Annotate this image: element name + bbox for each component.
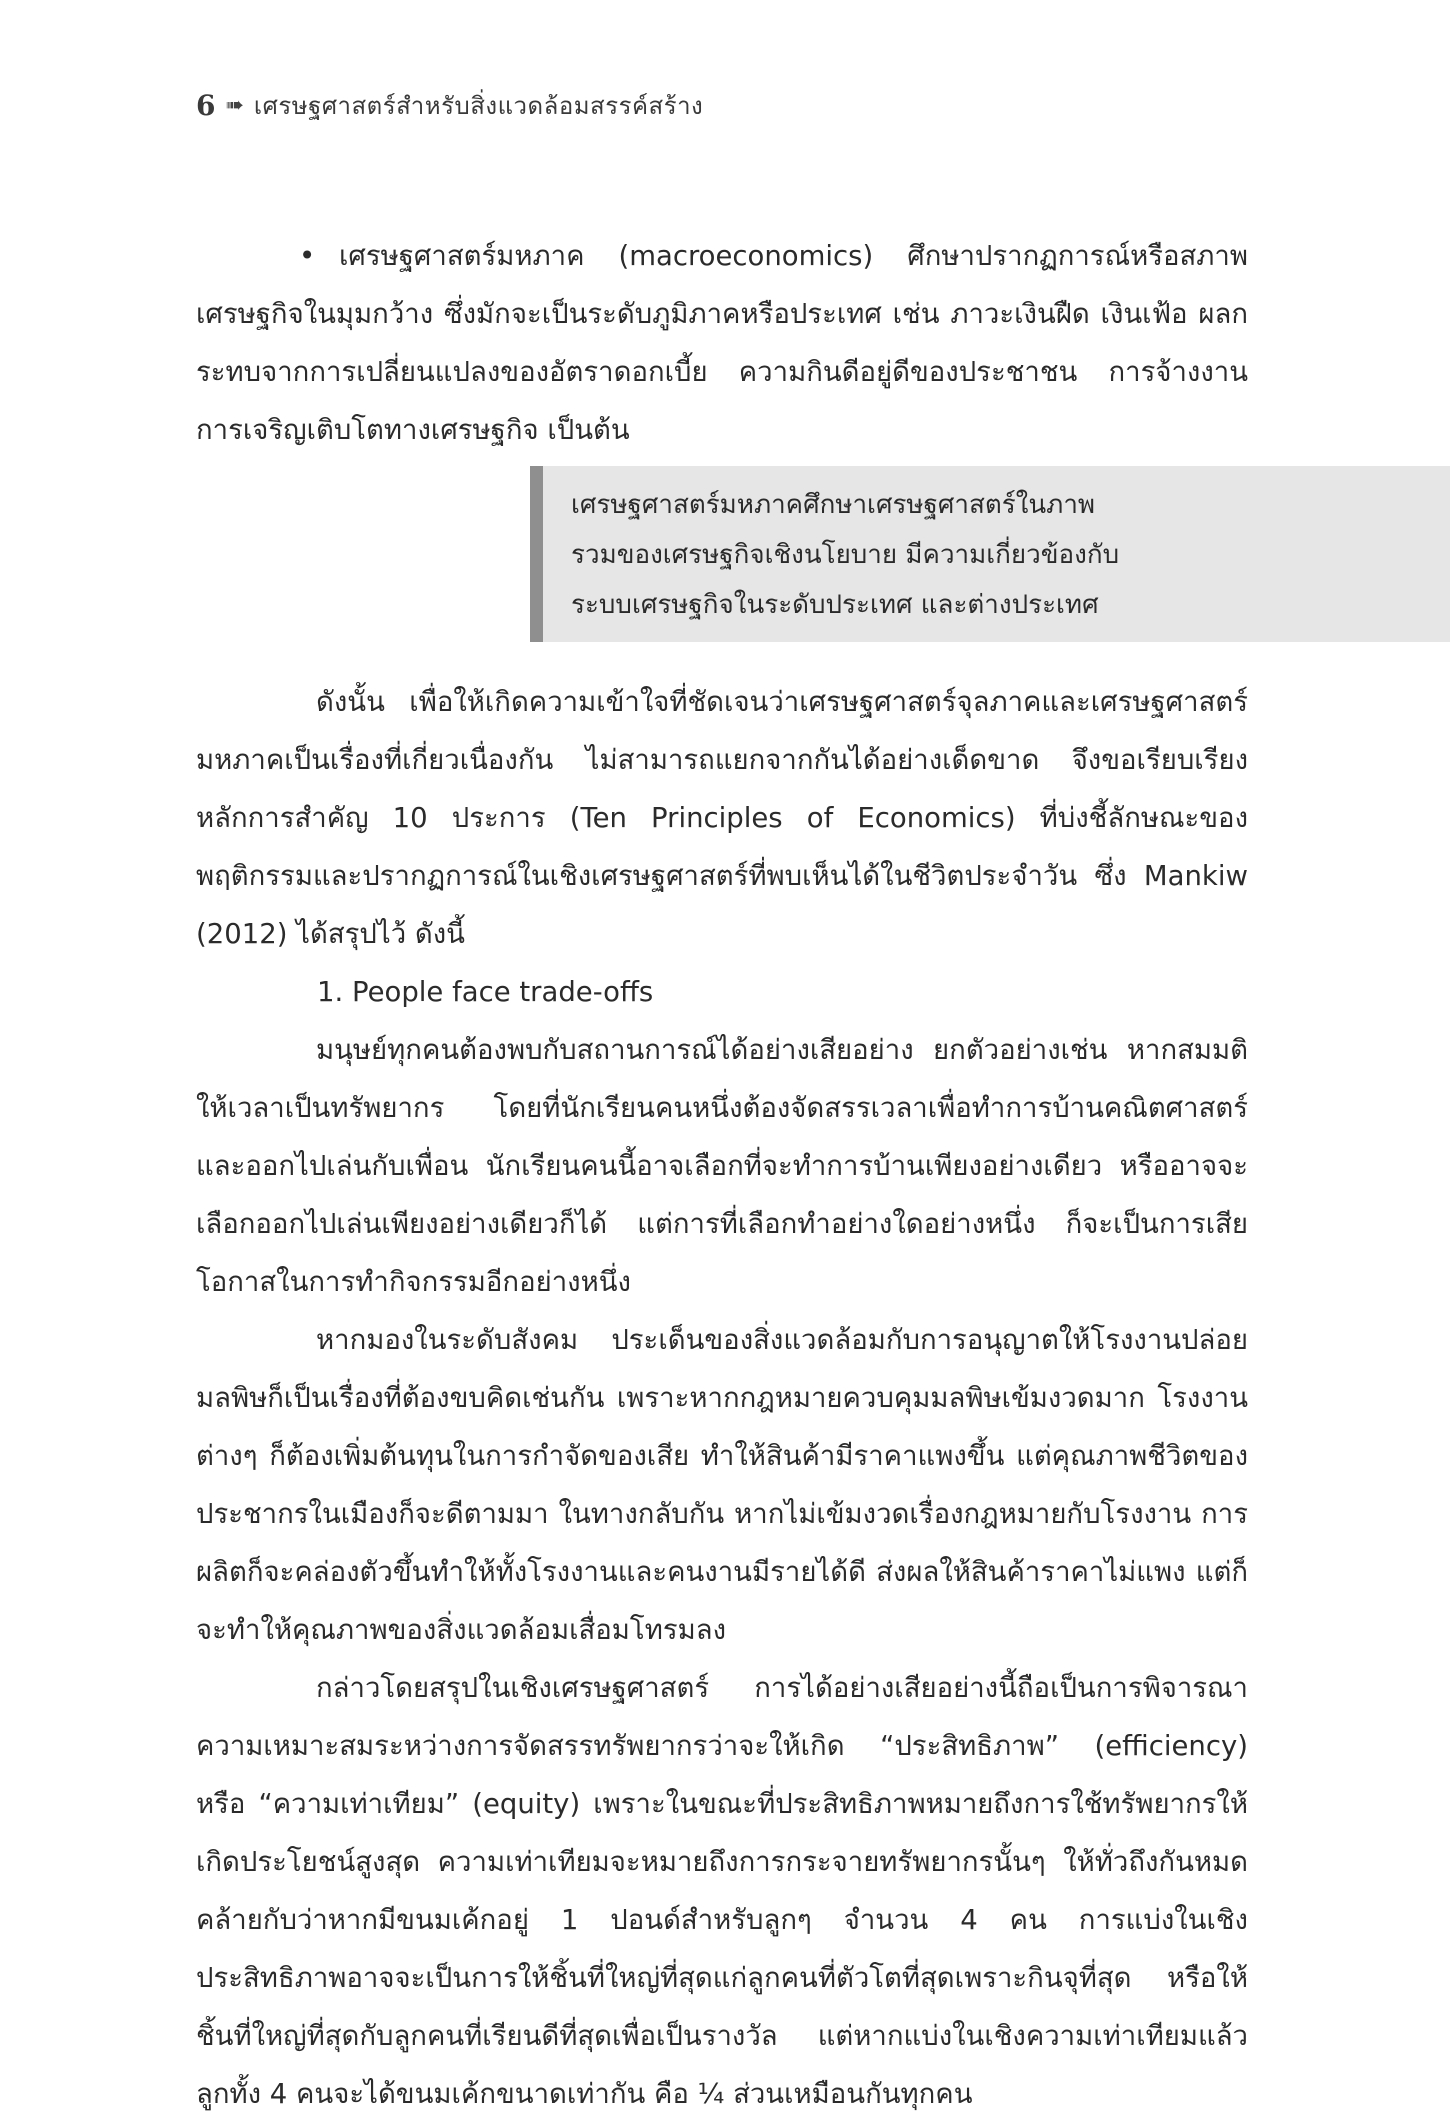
paragraph-efficiency-equity: กล่าวโดยสรุปในเชิงเศรษฐศาสตร์ การได้อย่างเสียอย่างนี้ถือเป็นการพิจารณาความเหมาะสมระหว่างการจัดสรรทรัพยากรว่าจะให้เกิด “ประสิทธิภาพ” (efficiency) หรือ “ความเท่าเทียม” (equity) เพราะในขณะที่ประสิทธิภาพหมายถึงการใช้ทรัพยากรให้เกิดประโยชน์สูงสุด ความเท่าเทียมจะหมายถึงการกระจายทรัพยากรนั้นๆ ให้ทั่วถึงกันหมด คล้ายกับว่าหากมีขนมเค้กอยู่ 1 ปอนด์สำหรับลูกๆ จำนวน 4 คน การแบ่งในเชิงประสิทธิภาพอาจจะเป็นการให้ชิ้นที่ใหญ่ที่สุดแก่ลูกคนที่ตัวโตที่สุดเพราะกินจุที่สุด หรือให้ชิ้นที่ใหญ่ที่สุดกับลูกคนที่เรียนดีที่สุดเพื่อเป็นรางวัล แต่หากแบ่งในเชิงความเท่าเทียมแล้ว ลูกทั้ง 4 คนจะได้ขนมเค้กขนาดเท่ากัน คือ ¼ ส่วนเหมือนกันทุกคน (196, 1672, 1248, 2110)
bullet-icon: • (299, 240, 316, 272)
bullet-paragraph (196, 227, 1248, 459)
paragraph-trade-offs: มนุษย์ทุกคนต้องพบกับสถานการณ์ได้อย่างเสียอย่าง ยกตัวอย่างเช่น หากสมมติให้เวลาเป็นทรัพยากร โดยที่นักเรียนคนหนึ่งต้องจัดสรรเวลาเพื่อทำการบ้านคณิตศาสตร์และออกไปเล่นกับเพื่อน นักเรียนคนนี้อาจเลือกที่จะทำการบ้านเพียงอย่างเดียว หรืออาจจะเลือกออกไปเล่นเพียงอย่างเดียวก็ได้ แต่การที่เลือกทำอย่างใดอย่างหนึ่ง ก็จะเป็นการเสียโอกาสในการทำกิจกรรมอีกอย่างหนึ่ง (196, 1034, 1248, 1298)
running-title: เศรษฐศาสตร์สำหรับสิ่งแวดล้อมสรรค์สร้าง (253, 92, 704, 120)
paragraph-society-example: หากมองในระดับสังคม ประเด็นของสิ่งแวดล้อมกับการอนุญาตให้โรงงานปล่อยมลพิษก็เป็นเรื่องที่ต้องขบคิดเช่นกัน เพราะหากกฎหมายควบคุมมลพิษเข้มงวดมาก โรงงานต่างๆ ก็ต้องเพิ่มต้นทุนในการกำจัดของเสีย ทำให้สินค้ามีราคาแพงขึ้น แต่คุณภาพชีวิตของประชากรในเมืองก็จะดีตามมา ในทางกลับกัน หากไม่เข้มงวดเรื่องกฎหมายกับโรงงาน การผลิตก็จะคล่องตัวขึ้นทำให้ทั้งโรงงานและคนงานมีรายได้ดี ส่งผลให้สินค้าราคาไม่แพง แต่ก็จะทำให้คุณภาพของสิ่งแวดล้อมเสื่อมโทรมลง (196, 1324, 1248, 1646)
running-header (196, 86, 703, 125)
highlight-text: เศรษฐศาสตร์มหภาคศึกษาเศรษฐศาสตร์ในภาพรวมของเศรษฐกิจเชิงนโยบาย มีความเกี่ยวข้องกับระบบเศรษฐกิจในระดับประเทศ และต่างประเทศ (571, 490, 1120, 620)
intro-section (196, 227, 1248, 459)
principle-1-title: 1. People face trade-offs (317, 976, 654, 1008)
main-section (196, 673, 1248, 2123)
arrow-icon: ➠ (225, 93, 244, 118)
highlight-box (530, 466, 1450, 642)
paragraph-principles-intro: ดังนั้น เพื่อให้เกิดความเข้าใจที่ชัดเจนว่าเศรษฐศาสตร์จุลภาคและเศรษฐศาสตร์มหภาคเป็นเรื่องที่เกี่ยวเนื่องกัน ไม่สามารถแยกจากกันได้อย่างเด็ดขาด จึงขอเรียบเรียงหลักการสำคัญ 10 ประการ (Ten Principles of Economics) ที่บ่งชี้ลักษณะของพฤติกรรมและปรากฏการณ์ในเชิงเศรษฐศาสตร์ที่พบเห็นได้ในชีวิตประจำวัน ซึ่ง Mankiw (2012) ได้สรุปไว้ ดังนี้ (196, 686, 1248, 950)
page-number: 6 (196, 89, 216, 122)
bullet-paragraph-text: เศรษฐศาสตร์มหภาค (macroeconomics) ศึกษาปรากฏการณ์หรือสภาพเศรษฐกิจในมุมกว้าง ซึ่งมักจะเป็นระดับภูมิภาคหรือประเทศ เช่น ภาวะเงินฝืด เงินเฟ้อ ผลกระทบจากการเปลี่ยนแปลงของอัตราดอกเบี้ย ความกินดีอยู่ดีของประชาชน การจ้างงาน การเจริญเติบโตทางเศรษฐกิจ เป็นต้น (196, 240, 1248, 446)
